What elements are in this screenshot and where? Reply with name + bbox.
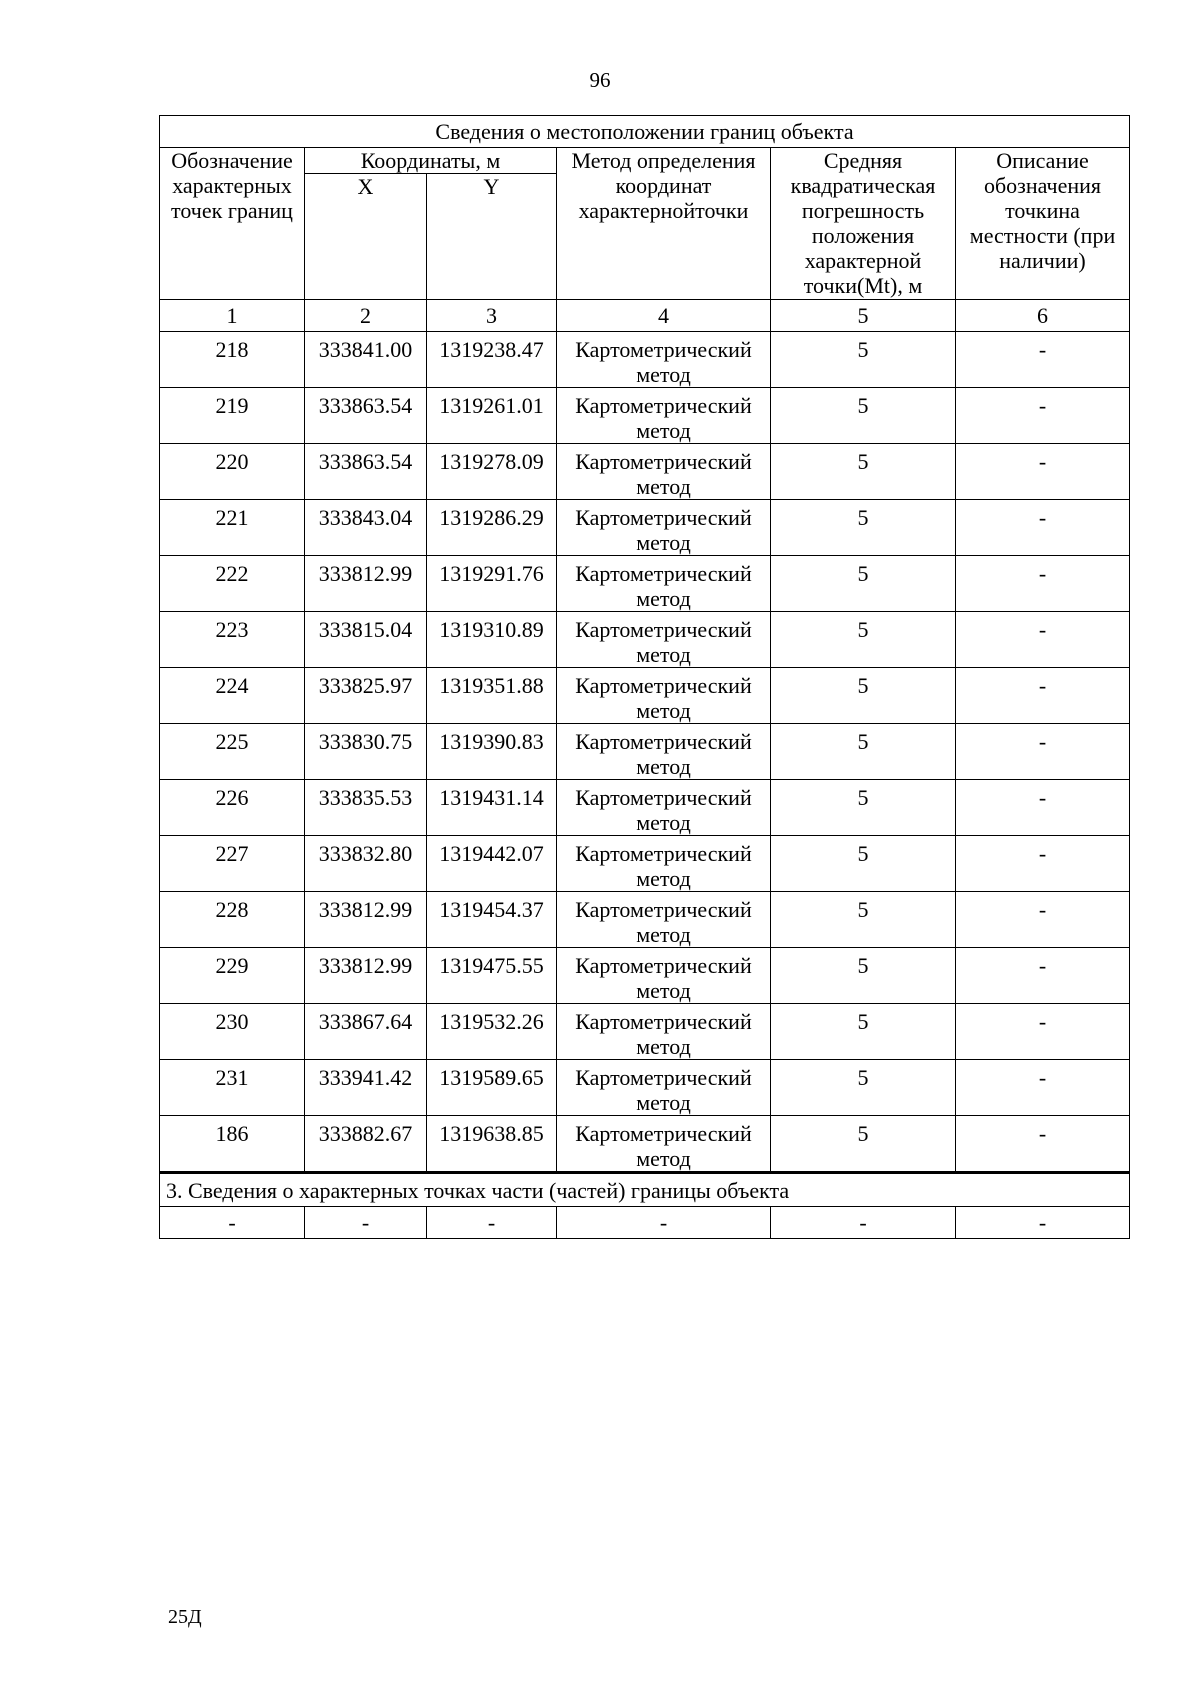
method-cell: Картометрический метод	[557, 780, 771, 836]
table-row	[160, 1060, 1130, 1116]
method-cell: Картометрический метод	[557, 892, 771, 948]
point-cell: 230	[160, 1004, 305, 1060]
point-cell: 223	[160, 612, 305, 668]
error-cell: 5	[771, 948, 956, 1004]
description-cell: -	[956, 892, 1130, 948]
column-number: 6	[956, 300, 1130, 332]
table-cell: -	[427, 1207, 557, 1239]
x-cell: 333835.53	[305, 780, 427, 836]
method-cell: Картометрический метод	[557, 1004, 771, 1060]
table-row	[160, 780, 1130, 836]
description-cell: -	[956, 444, 1130, 500]
x-cell: 333841.00	[305, 332, 427, 388]
column-number: 3	[427, 300, 557, 332]
x-cell: 333863.54	[305, 444, 427, 500]
method-cell: Картометрический метод	[557, 1060, 771, 1116]
method-cell: Картометрический метод	[557, 444, 771, 500]
point-cell: 224	[160, 668, 305, 724]
y-cell: 1319261.01	[427, 388, 557, 444]
header-y: Y	[427, 174, 557, 300]
table-row	[160, 1004, 1130, 1060]
header-description: Описание обозначения точкина местности (при наличии)	[956, 148, 1130, 300]
table-cell: -	[956, 1207, 1130, 1239]
footer-note: 25Д	[168, 1606, 202, 1628]
table-row	[160, 668, 1130, 724]
column-number: 5	[771, 300, 956, 332]
description-cell: -	[956, 388, 1130, 444]
table-row	[160, 892, 1130, 948]
y-cell: 1319351.88	[427, 668, 557, 724]
x-cell: 333812.99	[305, 892, 427, 948]
description-cell: -	[956, 836, 1130, 892]
x-cell: 333825.97	[305, 668, 427, 724]
y-cell: 1319291.76	[427, 556, 557, 612]
column-number-row	[160, 300, 1130, 332]
y-cell: 1319278.09	[427, 444, 557, 500]
header-designation: Обозначение характерных точек границ	[160, 148, 305, 300]
header-method: Метод определения координат характернойточки	[557, 148, 771, 300]
header-error: Средняя квадратическая погрешность положения характерной точки(Mt), м	[771, 148, 956, 300]
section-3-row	[160, 1207, 1130, 1239]
method-cell: Картометрический метод	[557, 556, 771, 612]
y-cell: 1319454.37	[427, 892, 557, 948]
method-cell: Картометрический метод	[557, 668, 771, 724]
point-cell: 231	[160, 1060, 305, 1116]
point-cell: 218	[160, 332, 305, 388]
error-cell: 5	[771, 1116, 956, 1173]
x-cell: 333815.04	[305, 612, 427, 668]
method-cell: Картометрический метод	[557, 836, 771, 892]
table-row	[160, 1116, 1130, 1173]
description-cell: -	[956, 668, 1130, 724]
page-number: 96	[589, 68, 611, 92]
error-cell: 5	[771, 724, 956, 780]
error-cell: 5	[771, 332, 956, 388]
point-cell: 219	[160, 388, 305, 444]
error-cell: 5	[771, 556, 956, 612]
y-cell: 1319238.47	[427, 332, 557, 388]
method-cell: Картометрический метод	[557, 388, 771, 444]
y-cell: 1319442.07	[427, 836, 557, 892]
y-cell: 1319431.14	[427, 780, 557, 836]
y-cell: 1319286.29	[427, 500, 557, 556]
error-cell: 5	[771, 1004, 956, 1060]
y-cell: 1319390.83	[427, 724, 557, 780]
error-cell: 5	[771, 836, 956, 892]
description-cell: -	[956, 1060, 1130, 1116]
error-cell: 5	[771, 1060, 956, 1116]
boundary-table	[159, 115, 1130, 1239]
y-cell: 1319638.85	[427, 1116, 557, 1173]
column-number: 2	[305, 300, 427, 332]
method-cell: Картометрический метод	[557, 724, 771, 780]
error-cell: 5	[771, 612, 956, 668]
description-cell: -	[956, 612, 1130, 668]
description-cell: -	[956, 500, 1130, 556]
y-cell: 1319532.26	[427, 1004, 557, 1060]
x-cell: 333941.42	[305, 1060, 427, 1116]
method-cell: Картометрический метод	[557, 948, 771, 1004]
y-cell: 1319475.55	[427, 948, 557, 1004]
table-row	[160, 724, 1130, 780]
x-cell: 333882.67	[305, 1116, 427, 1173]
point-cell: 221	[160, 500, 305, 556]
description-cell: -	[956, 948, 1130, 1004]
point-cell: 225	[160, 724, 305, 780]
table-title: Сведения о местоположении границ объекта	[160, 116, 1130, 148]
column-number: 4	[557, 300, 771, 332]
point-cell: 226	[160, 780, 305, 836]
error-cell: 5	[771, 668, 956, 724]
method-cell: Картометрический метод	[557, 612, 771, 668]
column-number: 1	[160, 300, 305, 332]
point-cell: 227	[160, 836, 305, 892]
table-row	[160, 388, 1130, 444]
point-cell: 228	[160, 892, 305, 948]
y-cell: 1319310.89	[427, 612, 557, 668]
x-cell: 333843.04	[305, 500, 427, 556]
table-row	[160, 836, 1130, 892]
y-cell: 1319589.65	[427, 1060, 557, 1116]
description-cell: -	[956, 1004, 1130, 1060]
error-cell: 5	[771, 444, 956, 500]
method-cell: Картометрический метод	[557, 500, 771, 556]
description-cell: -	[956, 556, 1130, 612]
x-cell: 333832.80	[305, 836, 427, 892]
x-cell: 333812.99	[305, 556, 427, 612]
x-cell: 333867.64	[305, 1004, 427, 1060]
error-cell: 5	[771, 388, 956, 444]
x-cell: 333863.54	[305, 388, 427, 444]
table-row	[160, 444, 1130, 500]
table-cell: -	[771, 1207, 956, 1239]
error-cell: 5	[771, 500, 956, 556]
header-coordinates: Координаты, м	[305, 148, 557, 174]
header-x: X	[305, 174, 427, 300]
method-cell: Картометрический метод	[557, 1116, 771, 1173]
x-cell: 333812.99	[305, 948, 427, 1004]
description-cell: -	[956, 724, 1130, 780]
point-cell: 222	[160, 556, 305, 612]
table-row	[160, 612, 1130, 668]
table-row	[160, 556, 1130, 612]
section-3-title: 3. Сведения о характерных точках части (частей) границы объекта	[160, 1173, 1130, 1207]
x-cell: 333830.75	[305, 724, 427, 780]
description-cell: -	[956, 332, 1130, 388]
table-cell: -	[305, 1207, 427, 1239]
method-cell: Картометрический метод	[557, 332, 771, 388]
error-cell: 5	[771, 892, 956, 948]
table-row	[160, 948, 1130, 1004]
table-row	[160, 332, 1130, 388]
description-cell: -	[956, 1116, 1130, 1173]
description-cell: -	[956, 780, 1130, 836]
point-cell: 229	[160, 948, 305, 1004]
error-cell: 5	[771, 780, 956, 836]
table-row	[160, 500, 1130, 556]
point-cell: 220	[160, 444, 305, 500]
table-cell: -	[160, 1207, 305, 1239]
point-cell: 186	[160, 1116, 305, 1173]
table-cell: -	[557, 1207, 771, 1239]
